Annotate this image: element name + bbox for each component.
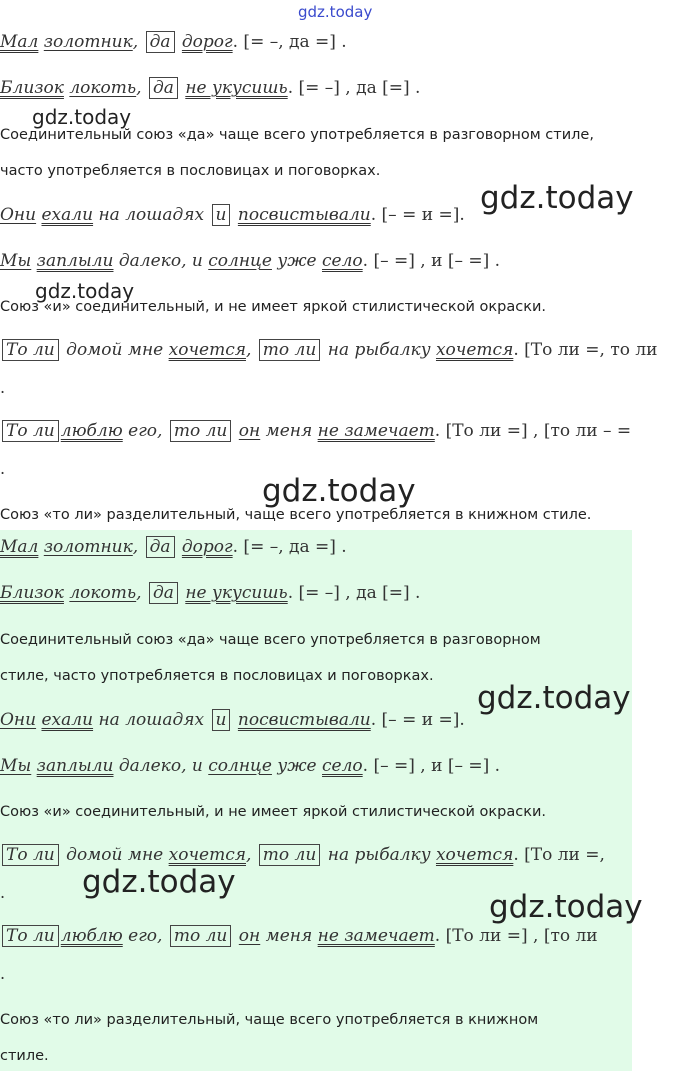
subject: солнце (208, 251, 272, 271)
subject: он (238, 926, 261, 946)
sentence-schema: . [= –, да =] . (232, 537, 347, 557)
explanation-line: стиле. (0, 1048, 49, 1064)
predicate: ехали (41, 710, 94, 730)
conjunction-box: то ли (259, 339, 321, 361)
conjunction-box: то ли (170, 925, 232, 947)
explanation-line: Союз «то ли» разделительный, чаще всего употребляется в книжном стиле. (0, 507, 592, 523)
conjunction-box: да (146, 31, 175, 53)
predicate: не замечает (317, 926, 435, 946)
conjunction: и (191, 756, 209, 776)
explanation-line: Союз «то ли» разделительный, чаще всего употребляется в книжном (0, 1012, 539, 1028)
predicate: хочется (435, 845, 514, 865)
conjunction-box: То ли (2, 339, 59, 361)
conjunction: и (191, 251, 209, 271)
predicate: не укусишь (185, 78, 288, 98)
sentence-schema: . [– = и =]. (370, 205, 465, 225)
line-end-dot: . (0, 964, 6, 983)
sentence-schema: . [= –] , да [=] . (287, 78, 421, 98)
example-sentence-1: Мал золотник, да дорог. [= –, да =] . (0, 32, 347, 52)
subject: Мы (0, 756, 32, 776)
explanation-line: Соединительный союз «да» чаще всего употребляется в разговорном стиле, (0, 127, 594, 143)
watermark: gdz.today (489, 889, 643, 925)
explanation-line: Союз «и» соединительный, и не имеет яркой стилистической окраски. (0, 804, 547, 820)
subject: локоть (69, 78, 137, 98)
subject: золотник (43, 537, 133, 557)
watermark: gdz.today (262, 473, 416, 509)
example-sentence-3: Они ехали на лошадях и посвистывали. [– = и =]. (0, 205, 465, 225)
example-sentence-5: То ли домой мне хочется, то ли на рыбалку хочется. [То ли =, то ли (0, 340, 658, 360)
subject: он (238, 421, 261, 441)
conjunction-box: и (212, 204, 231, 226)
sentence-schema: . [То ли =, (513, 845, 605, 865)
predicate: не замечает (317, 421, 435, 441)
example-sentence-2: Близок локоть, да не укусишь. [= –] , да [=] . (0, 78, 421, 98)
answer-section-2 (0, 530, 632, 1071)
predicate: дорог (181, 32, 233, 52)
predicate: заплыли (36, 251, 114, 271)
conjunction-box: да (149, 582, 178, 604)
predicate: Близок (0, 78, 64, 98)
line-end-dot: . (0, 883, 6, 902)
subject: солнце (208, 756, 272, 776)
example-sentence-3: Они ехали на лошадях и посвистывали. [– = и =]. (0, 710, 465, 730)
example-sentence-5: То ли домой мне хочется, то ли на рыбалку хочется. [То ли =, (0, 845, 605, 865)
watermark: gdz.today (82, 864, 236, 900)
conjunction-box: то ли (259, 844, 321, 866)
subject: Они (0, 710, 37, 730)
subject: золотник (43, 32, 133, 52)
example-sentence-6: То ли люблю его, то ли он меня не замечает. [То ли =] , [то ли – = (0, 421, 631, 441)
predicate: заплыли (36, 756, 114, 776)
predicate: дорог (181, 537, 233, 557)
predicate: Близок (0, 583, 64, 603)
predicate: село (322, 251, 363, 271)
predicate: не укусишь (185, 583, 288, 603)
sentence-schema: . [То ли =] , [то ли (434, 926, 598, 946)
predicate: хочется (435, 340, 514, 360)
sentence-schema: . [То ли =, то ли (513, 340, 658, 360)
watermark: gdz.today (32, 105, 132, 129)
example-sentence-6: То ли люблю его, то ли он меня не замечает. [То ли =] , [то ли (0, 926, 598, 946)
subject: Мал (0, 32, 39, 52)
example-sentence-4: Мы заплыли далеко, и солнце уже село. [– =] , и [– =] . (0, 756, 501, 776)
predicate: люблю (60, 421, 123, 441)
predicate: посвистывали (237, 205, 371, 225)
conjunction-box: да (149, 77, 178, 99)
line-end-dot: . (0, 459, 6, 478)
sentence-schema: . [– =] , и [– =] . (362, 251, 501, 271)
explanation-line: часто употребляется в пословицах и поговорках. (0, 163, 381, 179)
line-end-dot: . (0, 378, 6, 397)
predicate: люблю (60, 926, 123, 946)
watermark: gdz.today (35, 279, 135, 303)
predicate: хочется (168, 340, 246, 360)
example-sentence-1: Мал золотник, да дорог. [= –, да =] . (0, 537, 347, 557)
conjunction-box: То ли (2, 925, 59, 947)
predicate: хочется (168, 845, 246, 865)
answer-section-1 (0, 0, 680, 530)
predicate: село (322, 756, 363, 776)
watermark: gdz.today (480, 180, 634, 216)
sentence-schema: . [– =] , и [– =] . (362, 756, 501, 776)
conjunction-box: То ли (2, 420, 59, 442)
explanation-line: Соединительный союз «да» чаще всего употребляется в разговорном (0, 632, 541, 648)
sentence-schema: . [– = и =]. (370, 710, 465, 730)
sentence-schema: . [= –] , да [=] . (287, 583, 421, 603)
predicate: посвистывали (237, 710, 371, 730)
watermark: gdz.today (298, 3, 373, 21)
explanation-line: стиле, часто употребляется в пословицах и поговорках. (0, 668, 434, 684)
subject: Мал (0, 537, 39, 557)
sentence-schema: . [То ли =] , [то ли – = (434, 421, 632, 441)
subject: Мы (0, 251, 32, 271)
example-sentence-2: Близок локоть, да не укусишь. [= –] , да [=] . (0, 583, 421, 603)
conjunction-box: То ли (2, 844, 59, 866)
subject: Они (0, 205, 37, 225)
subject: локоть (69, 583, 137, 603)
conjunction-box: то ли (170, 420, 232, 442)
conjunction-box: и (212, 709, 231, 731)
predicate: ехали (41, 205, 94, 225)
explanation-line: Союз «и» соединительный, и не имеет яркой стилистической окраски. (0, 299, 547, 315)
watermark: gdz.today (477, 680, 631, 716)
sentence-schema: . [= –, да =] . (232, 32, 347, 52)
conjunction-box: да (146, 536, 175, 558)
example-sentence-4: Мы заплыли далеко, и солнце уже село. [– =] , и [– =] . (0, 251, 501, 271)
